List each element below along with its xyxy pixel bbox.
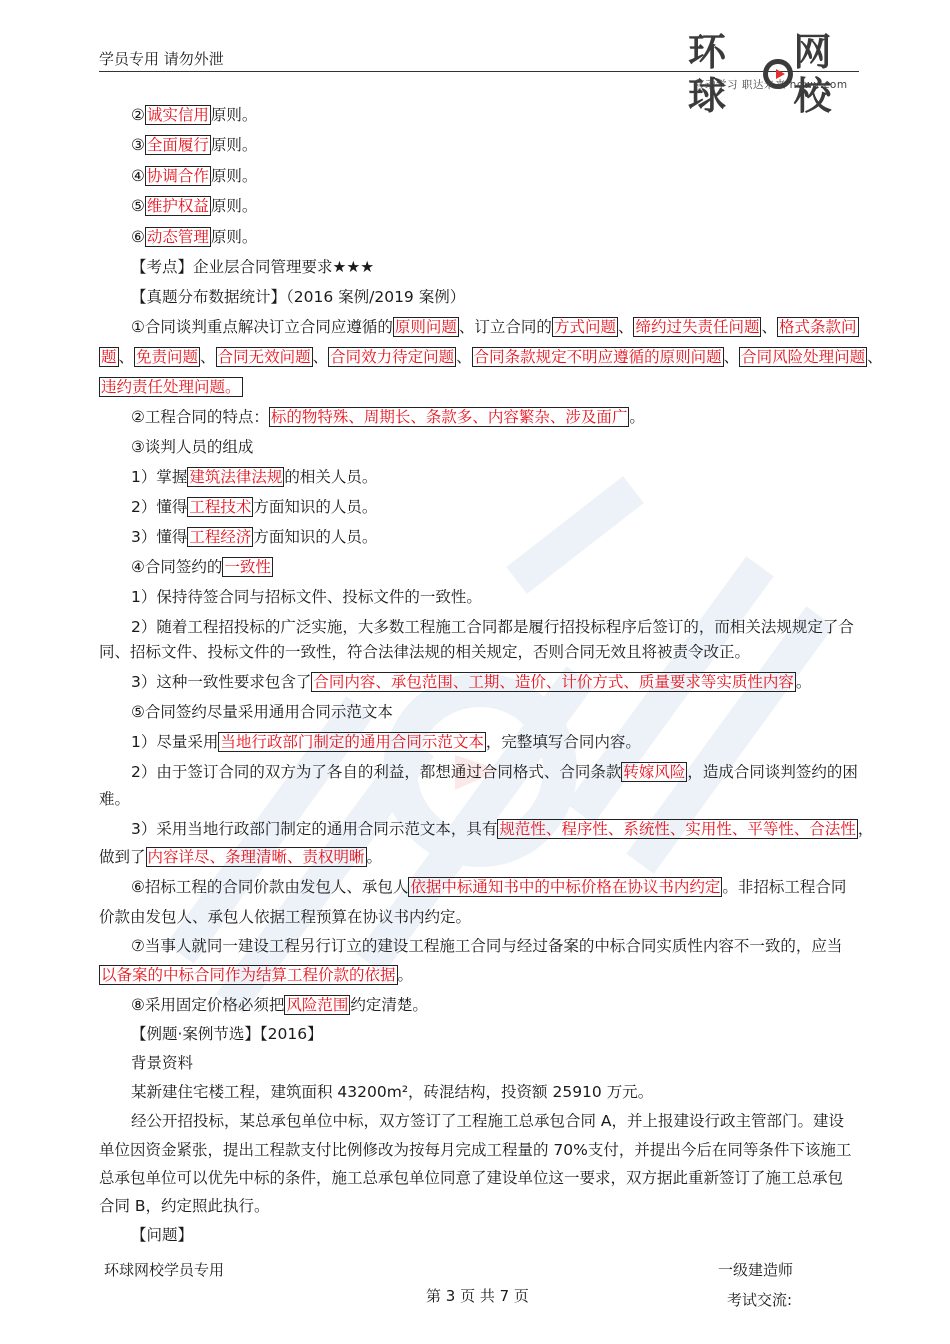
highlighted-key-term: 合同条款规定不明应遵循的原则问题 [473, 348, 722, 366]
text-line [131, 1220, 193, 1250]
text-run: 【考点】企业层合同管理要求★★★ [131, 258, 375, 276]
highlighted-key-term: 当地行政部门制定的通用合同示范文本 [220, 733, 484, 751]
text-run: 原则。 [210, 228, 258, 246]
highlighted-key-term: 规范性、程序性、系统性、实用性、平等性、合法性 [499, 820, 856, 838]
text-line [131, 522, 377, 552]
text-run: 总承包单位可以优先中标的条件，施工总承包单位同意了建设单位这一要求，双方据此重新签订了施工总承包 [99, 1169, 844, 1187]
footer-exchange: 考试交流: [727, 1291, 793, 1309]
text-run: 同、招标文件、投标文件的一致性，符合法律法规的相关规定，否则合同无效且将被责令改正。 [99, 643, 751, 661]
text-run: ，完整填写合同内容。 [485, 733, 641, 751]
text-run: 。 [629, 408, 645, 426]
text-run: 方面知识的人员。 [253, 498, 378, 516]
text-run: ⑤ [131, 197, 145, 215]
text-run: 原则。 [210, 136, 258, 154]
logo [688, 30, 868, 118]
highlighted-key-term: 免责问题 [136, 348, 199, 366]
highlighted-key-term: 以备案的中标合同作为结算工程价款的依据 [101, 966, 396, 984]
text-run: 2）懂得 [131, 498, 188, 516]
text-line [99, 637, 750, 667]
header-notice: 学员专用 请勿外泄 [99, 50, 224, 68]
text-run: ⑦当事人就同一建设工程另行订立的建设工程施工合同与经过备案的中标合同实质性内容不一致的，应当 [131, 937, 843, 955]
text-run: ④合同签约的 [131, 558, 223, 576]
highlighted-key-term: 建筑法律法规 [189, 468, 283, 486]
text-line [99, 342, 883, 372]
text-run: 、 [312, 348, 329, 366]
highlighted-key-term: 全面履行 [146, 136, 209, 154]
text-line [131, 282, 465, 312]
highlighted-key-term: 一致性 [224, 558, 271, 576]
text-run: 经公开招投标，某总承包单位中标，双方签订了工程施工总承包合同 A，并上报建设行政主管部门。建设 [131, 1112, 845, 1130]
text-run: ， [857, 820, 874, 838]
text-line [131, 1077, 653, 1107]
highlighted-key-term: 合同风险处理问题 [741, 348, 866, 366]
text-line [131, 872, 846, 902]
highlighted-key-term: 方式问题 [553, 318, 616, 336]
text-run: 、 [200, 348, 216, 366]
highlighted-key-term: 协调合作 [146, 167, 209, 185]
text-run: 背景资料 [131, 1054, 194, 1072]
text-run: ④ [131, 167, 145, 185]
text-run: 、 [761, 318, 777, 336]
footer-left: 环球网校学员专用 [104, 1261, 225, 1279]
text-line [131, 1019, 323, 1049]
highlighted-key-term: 违约责任处理问题。 [101, 378, 241, 396]
text-run: 原则。 [210, 197, 258, 215]
text-line [131, 222, 257, 252]
highlighted-key-term: 工程经济 [189, 528, 252, 546]
highlighted-key-term: 原则问题 [394, 318, 457, 336]
text-run: 、 [723, 348, 740, 366]
text-run: 1）尽量采用 [131, 733, 219, 751]
text-line [131, 492, 377, 522]
text-line [99, 902, 471, 932]
text-line [131, 161, 257, 191]
text-line [131, 462, 377, 492]
text-run: 【真题分布数据统计】（2016 案例/2019 案例） [131, 288, 466, 306]
text-run: 原则。 [210, 106, 258, 124]
text-line [131, 191, 257, 221]
text-line [131, 312, 859, 342]
text-line [99, 842, 382, 872]
text-run: 单位因资金紧张，提出工程款支付比例修改为按每月完成工程量的 70%支付，并提出今后在同等条件下该施工 [99, 1141, 852, 1159]
text-line [99, 1191, 270, 1221]
text-line [131, 252, 374, 282]
text-run: 难。 [99, 790, 131, 808]
footer-exam-name: 一级建造师 [718, 1261, 794, 1279]
text-run: 。 [795, 673, 812, 691]
text-run: ② [131, 106, 145, 124]
text-run: ，造成合同谈判签约的困 [687, 763, 858, 781]
text-run: 约定清楚。 [350, 996, 428, 1014]
text-run: ③ [131, 136, 145, 154]
text-run: 2）随着工程招投标的广泛实施，大多数工程施工合同都是履行招投标程序后签订的，而相关法规规定了合 [131, 618, 854, 636]
logo-name: 环球 网校 [688, 30, 833, 118]
text-line [131, 814, 873, 844]
text-run: 。 [397, 966, 414, 984]
text-line [131, 1048, 193, 1078]
text-line [131, 432, 253, 462]
text-run: 、 [867, 348, 883, 366]
highlighted-key-term: 依据中标通知书中的中标价格在协议书内约定 [410, 878, 721, 896]
text-line [99, 784, 130, 814]
text-line [99, 372, 243, 402]
text-line [131, 1106, 844, 1136]
highlighted-key-term: 风险范围 [286, 996, 349, 1014]
text-run: 【问题】 [131, 1226, 194, 1244]
text-line [131, 931, 842, 961]
text-run: ⑤合同签约尽量采用通用合同示范文本 [131, 703, 393, 721]
text-line [99, 1135, 851, 1165]
text-run: ⑧采用固定价格必须把 [131, 996, 285, 1014]
text-run: ②工程合同的特点： [131, 408, 269, 426]
highlighted-key-term: 合同内容、承包范围、工期、造价、计价方式、质量要求等实质性内容 [313, 673, 794, 691]
text-line [99, 960, 413, 990]
highlighted-key-term: 诚实信用 [146, 106, 209, 124]
highlighted-key-term: 转嫁风险 [623, 763, 686, 781]
text-line [131, 727, 641, 757]
text-run: 。 [366, 848, 383, 866]
text-line [131, 130, 257, 160]
text-run: ③谈判人员的组成 [131, 438, 254, 456]
text-run: 3）采用当地行政部门制定的通用合同示范文本，具有 [131, 820, 498, 838]
text-run: 、订立合同的 [458, 318, 552, 336]
text-run: 1）保持待签合同与招标文件、投标文件的一致性。 [131, 588, 482, 606]
text-run: 3）懂得 [131, 528, 188, 546]
highlighted-key-term: 合同效力待定问题 [330, 348, 455, 366]
text-run: 方面知识的人员。 [253, 528, 378, 546]
text-run: 合同 B，约定照此执行。 [99, 1197, 270, 1215]
text-line [131, 552, 273, 582]
text-run: 3）这种一致性要求包含了 [131, 673, 312, 691]
text-run: 原则。 [210, 167, 258, 185]
highlighted-key-term: 工程技术 [189, 498, 252, 516]
text-run: 、 [118, 348, 135, 366]
highlighted-key-term: 维护权益 [146, 197, 209, 215]
highlighted-key-term: 格式条款问 [779, 318, 857, 336]
text-line [131, 990, 428, 1020]
text-run: ⑥招标工程的合同价款由发包人、承包人 [131, 878, 409, 896]
text-run: 2）由于签订合同的双方为了各自的利益，都想通过合同格式、合同条款 [131, 763, 622, 781]
highlighted-key-term: 缔约过失责任问题 [635, 318, 760, 336]
text-line [99, 1163, 843, 1193]
highlighted-key-term: 题 [101, 348, 117, 366]
logo-slogan: 移动学习 职达未来 hqwx.com [694, 79, 848, 91]
text-run: 价款由发包人、承包人依据工程预算在协议书内约定。 [99, 908, 472, 926]
text-line [131, 697, 393, 727]
page-number: 第 3 页 共 7 页 [426, 1287, 529, 1305]
text-run: 1）掌握 [131, 468, 188, 486]
text-line [131, 757, 858, 787]
text-run: 【例题·案例节选】【2016】 [131, 1025, 323, 1043]
text-run: ⑥ [131, 228, 145, 246]
text-line [131, 582, 482, 612]
text-line [131, 667, 811, 697]
text-run: ①合同谈判重点解决订立合同应遵循的 [131, 318, 393, 336]
text-run: 、 [617, 318, 634, 336]
text-run: 、 [456, 348, 472, 366]
text-run: 。非招标工程合同 [722, 878, 847, 896]
text-run: 的相关人员。 [284, 468, 378, 486]
text-run: 做到了 [99, 848, 146, 866]
text-line [131, 402, 645, 432]
text-run: 某新建住宅楼工程，建筑面积 43200m²，砖混结构，投资额 25910 万元。 [131, 1083, 654, 1101]
highlighted-key-term: 标的物特殊、周期长、条款多、内容繁杂、涉及面广 [270, 408, 628, 426]
highlighted-key-term: 动态管理 [146, 228, 209, 246]
text-line [131, 100, 257, 130]
highlighted-key-term: 内容详尽、条理清晰、责权明晰 [147, 848, 365, 866]
highlighted-key-term: 合同无效问题 [217, 348, 311, 366]
